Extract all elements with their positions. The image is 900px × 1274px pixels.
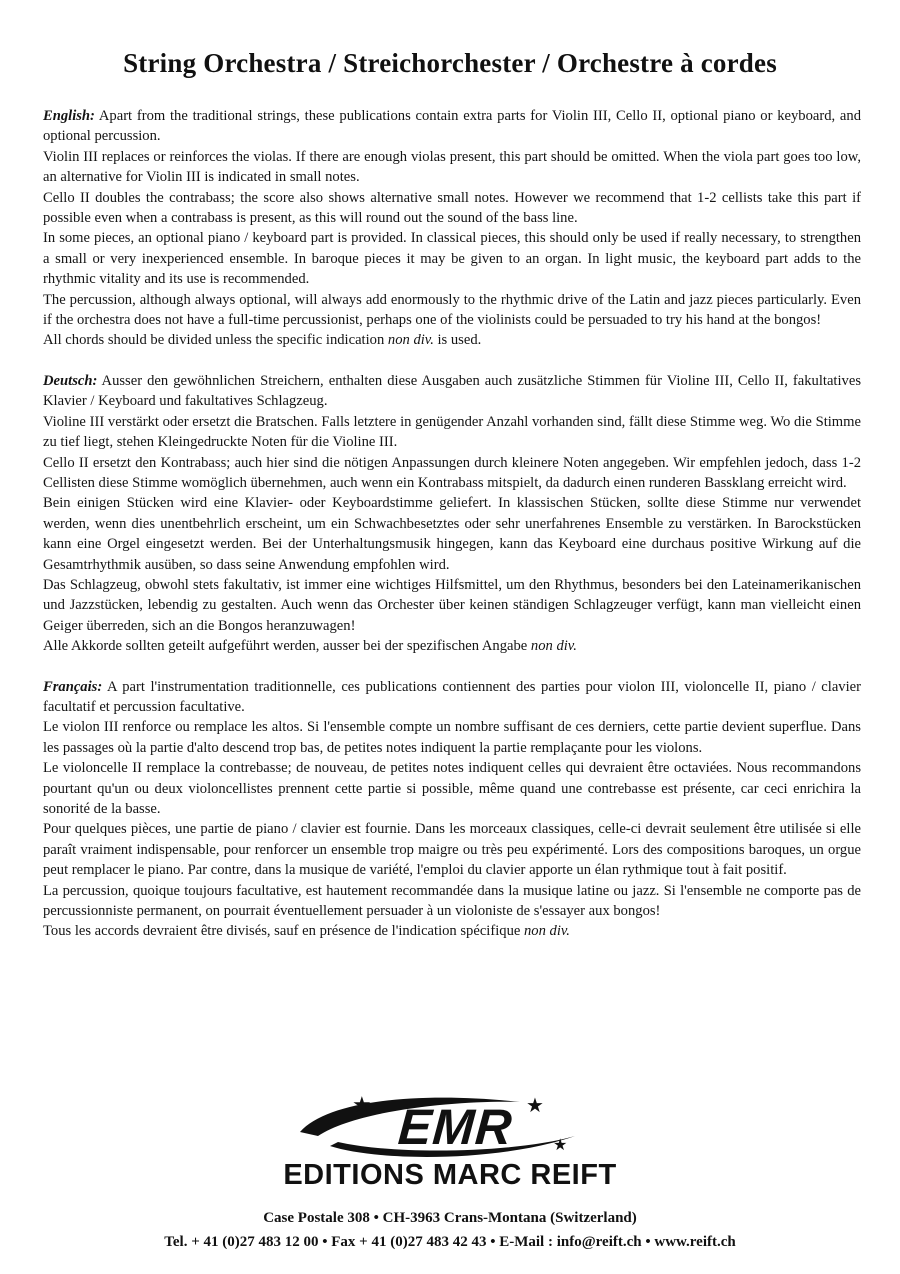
paragraph xyxy=(43,636,861,656)
paragraph: The percussion, although always optional, will always add enormously to the rhythmic drive of the Latin and jazz pieces particularly. Even if the orchestra does not have a full-time percussionist, perhaps one of the violinists could be persuaded to try his hand at the bongos! xyxy=(43,291,861,329)
publisher-contact: Tel. + 41 (0)27 483 12 00 • Fax + 41 (0)27 483 42 43 • E-Mail : info@reift.ch • www.reift.ch xyxy=(164,1234,736,1250)
page-title: String Orchestra / Streichorchester / Orchestre à cordes xyxy=(123,48,777,78)
star-icon: ★ xyxy=(352,1093,372,1118)
paragraph: La percussion, quoique toujours facultative, est hautement recommandée dans la musique latine ou jazz. Si l'ensemble ne comporte pas de percussionniste permanent, on pourrait éventuellement persuader à un violoniste de s'essayer aux bongos! xyxy=(43,882,861,920)
section-english xyxy=(43,106,861,351)
publisher-footer xyxy=(0,1206,900,1254)
section-deutsch xyxy=(43,371,861,657)
paragraph xyxy=(43,677,861,718)
paragraph: Violine III verstärkt oder ersetzt die Bratschen. Falls letztere in genügender Anzahl vorhanden sind, fällt diese Stimme weg. Wo die Stimme zu tief liegt, stehen Kleingedruckte Noten für die Violine III. xyxy=(43,413,861,451)
language-label: English: xyxy=(43,108,95,124)
star-icon: ★ xyxy=(553,1135,568,1154)
paragraph: Das Schlagzeug, obwohl stets fakultativ, ist immer eine wichtiges Hilfsmittel, um den Rhythmus, besonders bei den Lateinamerikanischen und Jazzstücken, lebendig zu gestalten. Auch wenn das Orchester über keinen ständigen Schlagzeuger verfügt, kann man vielleicht einen Geiger überreden, sich an die Bongos heranzuwagen! xyxy=(43,576,861,634)
publisher-address: Case Postale 308 • CH-3963 Crans-Montana (Switzerland) xyxy=(263,1210,637,1226)
paragraph xyxy=(43,371,861,412)
paragraph: Bein einigen Stücken wird eine Klavier- oder Keyboardstimme geliefert. In klassischen Stücken, sollte diese Stimme nur verwendet werden, wenn dies unentbehrlich erscheint, um ein Schwachbesetztes oder sehr unerfahrenes Ensemble zu verstärken. In Barockstücken kann eine Orgel eingesetzt werden. Bei der Unterhaltungsmusik hingegen, kann das Keyboard eine durchaus positive Wirkung auf die Gesamtrhythmik ausüben, so dass seine Anwendung empfohlen wird. xyxy=(43,495,861,573)
paragraph xyxy=(43,106,861,147)
paragraph-text: Apart from the traditional strings, these publications contain extra parts for Violin III, Cello II, optional piano or keyboard, and optional percussion. xyxy=(43,108,861,145)
paragraph: Pour quelques pièces, une partie de piano / clavier est fournie. Dans les morceaux classiques, celle-ci devrait seulement être utilisée si elle paraît vraiment indispensable, pour renforcer un ensemble trop maigre ou très peu expérimenté. Lors des compositions baroques, un orgue peut remplacer le piano. Par contre, dans la musique de variété, l'emploi du clavier apporte un élan rythmique tout à fait positif. xyxy=(43,821,861,879)
section-francais xyxy=(43,677,861,942)
paragraph: Cello II ersetzt den Kontrabass; auch hier sind die nötigen Anpassungen durch kleinere Noten angegeben. Wir empfehlen jedoch, dass 1-2 Cellisten diese Stimme womöglich übernehmen, auch wenn ein Kontrabass mitspielt, da dadurch einen runderen Bassklang erreicht wird. xyxy=(43,454,861,491)
language-label: Français: xyxy=(43,678,103,695)
paragraph: Le violoncelle II remplace la contrebasse; de nouveau, de petites notes indiquent celles qui devraient être octaviées. Nous recommandons pourtant qu'un ou deux violoncellistes prennent cette partie si possible, même quand une contrebasse est présente, car ceci enrichira la sonorité de la basse. xyxy=(43,760,861,817)
paragraph: Cello II doubles the contrabass; the score also shows alternative small notes. However we recommend that 1-2 cellists take this part if possible even when a contrabass is present, as this will round out the sound of the bass line. xyxy=(43,189,861,227)
paragraph xyxy=(43,330,861,350)
paragraph: In some pieces, an optional piano / keyboard part is provided. In classical pieces, this should only be used if really necessary, to strengthen a small or very inexperienced ensemble. In baroque pieces it may be given to an organ. In light music, the keyboard part adds to the rhythmic vitality and its use is recommended. xyxy=(43,230,861,288)
star-icon: ★ xyxy=(526,1093,544,1117)
italic-term: non div. xyxy=(530,638,577,655)
paragraph-text: Tous les accords devraient être divisés, sauf en présence de l'indication spécifique xyxy=(43,923,524,940)
paragraph-text: is used. xyxy=(433,332,482,349)
paragraph-text: Ausser den gewöhnlichen Streichern, enthalten diese Ausgaben auch zusätzliche Stimmen für Violine III, Cello II, fakultatives Klavier / Keyboard und fakultatives Schlagzeug. xyxy=(43,372,861,410)
italic-term: non div. xyxy=(387,332,434,349)
paragraph-text: All chords should be divided unless the specific indication xyxy=(43,332,388,349)
paragraph: Violin III replaces or reinforces the violas. If there are enough violas present, this part should be omitted. When the viola part goes too low, an alternative for Violin III is indicated in small notes. xyxy=(43,148,861,186)
language-label: Deutsch: xyxy=(43,372,98,389)
paragraph xyxy=(43,921,861,941)
paragraph-text: A part l'instrumentation traditionnelle, ces publications contiennent des parties pour violon III, violoncelle II, piano / clavier facultatif et percussion facultative. xyxy=(43,678,861,715)
italic-term: non div. xyxy=(524,923,570,940)
paragraph-text: Alle Akkorde sollten geteilt aufgeführt werden, ausser bei der spezifischen Angabe xyxy=(43,638,531,655)
paragraph: Le violon III renforce ou remplace les altos. Si l'ensemble compte un nombre suffisant de ces derniers, cette partie devient superflue. Dans les passages où la partie d'alto descend trop bas, de petites notes indiquent la partie remplaçante pour les violons. xyxy=(43,719,861,756)
emr-logo xyxy=(0,1090,900,1190)
document-body xyxy=(43,106,861,962)
logo-wordmark: EDITIONS MARC REIFT xyxy=(283,1159,617,1190)
logo-mark: EMR xyxy=(396,1099,515,1155)
